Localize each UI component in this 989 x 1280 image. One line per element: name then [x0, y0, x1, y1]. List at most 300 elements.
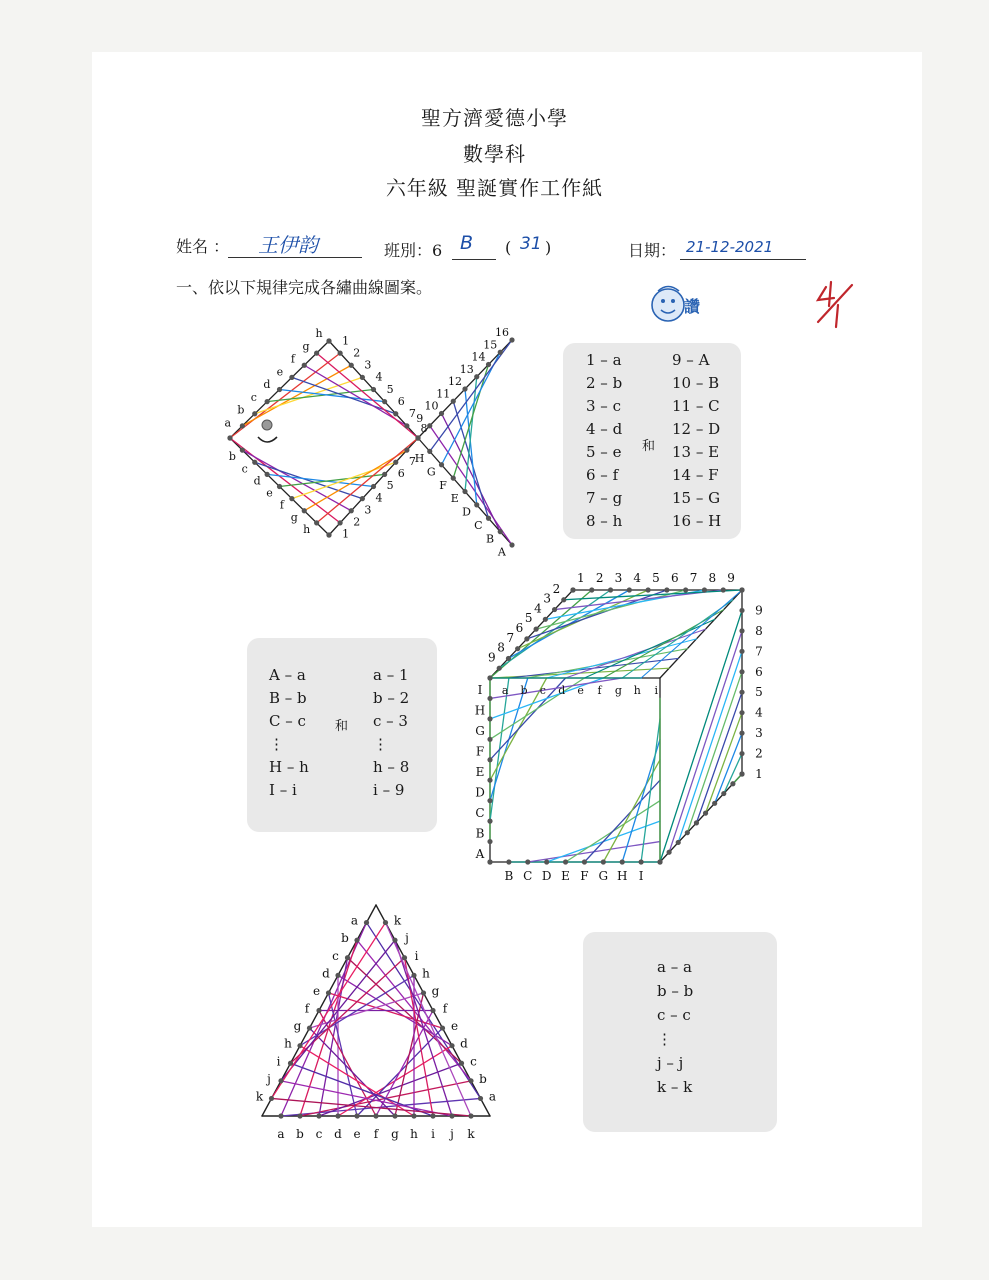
- cube-pin: [739, 731, 744, 736]
- cube-front-string: [603, 760, 660, 862]
- triangle-label: g: [293, 1019, 302, 1034]
- date-label: 日期：: [628, 241, 677, 260]
- cube-rule-item: I – i: [269, 781, 297, 799]
- cube-label: 1: [577, 571, 585, 585]
- fish-pin: [427, 423, 432, 428]
- cube-side-string: [715, 733, 742, 803]
- fish-label: 5: [386, 479, 394, 493]
- triangle-label: g: [431, 983, 440, 998]
- triangle-rule-item: b – b: [657, 982, 694, 1000]
- fish-label: b: [237, 403, 245, 417]
- fish-label: 3: [364, 358, 372, 372]
- triangle-label: d: [334, 1127, 342, 1141]
- cube-pin: [683, 587, 688, 592]
- triangle-label: f: [442, 1001, 448, 1016]
- cube-pin: [589, 587, 594, 592]
- cube-pin: [739, 771, 744, 776]
- triangle-pin: [411, 1113, 416, 1118]
- triangle-pin: [326, 990, 331, 995]
- triangle-pin: [430, 1008, 435, 1013]
- fish-pin: [326, 532, 331, 537]
- cube-pin: [487, 819, 492, 824]
- fish-label: 1: [342, 334, 350, 348]
- triangle-pin: [468, 1078, 473, 1083]
- cube-pin: [739, 587, 744, 592]
- triangle-label: a: [488, 1089, 497, 1104]
- cube-pin: [552, 607, 557, 612]
- cube-label: A: [475, 846, 485, 861]
- cube-label: 9: [755, 603, 763, 618]
- cube-pin: [721, 791, 726, 796]
- fish-pin: [360, 375, 365, 380]
- fish-rule-item: 2 – b: [586, 374, 623, 392]
- triangle-label: i: [276, 1054, 281, 1069]
- fish-pin: [427, 449, 432, 454]
- triangle-label: g: [391, 1127, 399, 1141]
- fish-label: 13: [459, 362, 474, 376]
- triangle-label: k: [255, 1089, 264, 1104]
- triangle-rule-item: c – c: [657, 1006, 691, 1024]
- name-value[interactable]: 王伊韵: [258, 233, 318, 257]
- triangle-pin: [335, 973, 340, 978]
- triangle-pin: [269, 1096, 274, 1101]
- triangle-pin: [449, 1043, 454, 1048]
- cube-pin: [685, 830, 690, 835]
- triangle-pin: [316, 1113, 321, 1118]
- fish-pin: [338, 520, 343, 525]
- cube-label: 7: [689, 571, 698, 585]
- cube-pin: [487, 757, 492, 762]
- cube-label: D: [475, 785, 485, 800]
- fish-pin: [371, 484, 376, 489]
- cube-rule-item: A – a: [269, 666, 306, 684]
- cube-rule-item: i – 9: [373, 781, 405, 799]
- triangle-pin: [478, 1096, 483, 1101]
- fish-pin: [486, 362, 491, 367]
- fish-label: b: [228, 450, 236, 464]
- triangle-pin: [297, 1113, 302, 1118]
- cube-label: 3: [755, 726, 763, 741]
- fish-label: h: [315, 327, 323, 340]
- triangle-label: d: [322, 966, 330, 981]
- cube-rule-item: H – h: [269, 758, 309, 776]
- cube-label: b: [520, 684, 528, 697]
- fish-pin: [227, 435, 232, 440]
- cube-label: 5: [755, 685, 763, 700]
- triangle-label: h: [284, 1036, 292, 1051]
- fish-pin: [240, 423, 245, 428]
- fish-rule-item: 14 – F: [672, 466, 719, 484]
- fish-pin: [462, 489, 467, 494]
- triangle-rule-item: a – a: [657, 958, 692, 976]
- fish-rule-item: 15 – G: [672, 489, 721, 507]
- number-open: (: [505, 238, 512, 257]
- fish-pin: [404, 448, 409, 453]
- fish-label: e: [276, 365, 284, 379]
- fish-pin: [277, 387, 282, 392]
- fish-label: c: [241, 462, 248, 476]
- cube-pin: [730, 781, 735, 786]
- fish-pin: [382, 472, 387, 477]
- cube-label: 8: [708, 571, 717, 585]
- cube-pin: [570, 587, 575, 592]
- triangle-label: k: [393, 913, 402, 928]
- cube-label: C: [523, 869, 533, 883]
- triangle-label: e: [353, 1127, 361, 1141]
- fish-rule-item: 12 – D: [672, 420, 721, 438]
- cube-pin: [646, 587, 651, 592]
- fish-rule-item: 10 – B: [672, 374, 720, 392]
- triangle-label: c: [315, 1127, 323, 1141]
- fish-label: 8: [420, 422, 428, 435]
- cube-label: 7: [506, 630, 515, 645]
- fish-pin: [252, 411, 257, 416]
- cube-pin: [487, 716, 492, 721]
- fish-label: D: [462, 505, 471, 519]
- cube-rule-item: c – 3: [373, 712, 408, 730]
- worksheet-title: 六年級 聖誕實作工作紙: [385, 176, 604, 200]
- fish-pin: [338, 351, 343, 356]
- cube-pin: [563, 859, 568, 864]
- fish-label: 2: [353, 346, 361, 360]
- cube-outline-edge: [490, 590, 573, 678]
- cube-pin: [487, 675, 492, 680]
- fish-eye-icon: [262, 420, 272, 430]
- fish-rule-item: 9 – A: [672, 351, 710, 369]
- fish-label: 5: [386, 382, 394, 396]
- triangle-label: j: [405, 931, 409, 946]
- stamp-label: 讚: [684, 297, 701, 316]
- fish-label: 4: [375, 370, 383, 384]
- cube-pin: [627, 587, 632, 592]
- fish-label: C: [474, 518, 483, 532]
- cube-pin: [608, 587, 613, 592]
- fish-pin: [393, 460, 398, 465]
- triangle-pin: [278, 1078, 283, 1083]
- triangle-label: j: [450, 1127, 454, 1141]
- cube-outline-edge: [660, 774, 742, 862]
- fish-pin: [360, 496, 365, 501]
- fish-label: 7: [408, 407, 416, 421]
- fish-pin: [252, 460, 257, 465]
- cube-label: I: [638, 869, 644, 883]
- fish-pin: [393, 411, 398, 416]
- triangle-pin: [373, 1113, 378, 1118]
- fish-pin: [265, 399, 270, 404]
- cube-pin: [561, 597, 566, 602]
- triangle-label: k: [467, 1127, 475, 1141]
- triangle-rule-item: j – j: [657, 1054, 684, 1072]
- cube-rule-item: ⋮: [373, 735, 388, 753]
- fish-pin: [314, 351, 319, 356]
- cube-label: 3: [543, 591, 551, 606]
- cube-pin: [739, 608, 744, 613]
- date-value[interactable]: 21-12-2021: [686, 238, 774, 256]
- cube-label: F: [475, 744, 485, 759]
- cube-front-string: [584, 780, 660, 862]
- cube-pin: [667, 850, 672, 855]
- fish-rule-item: 8 – h: [586, 512, 623, 530]
- fish-pin: [462, 386, 467, 391]
- cube-label: H: [616, 869, 628, 883]
- triangle-pin: [411, 973, 416, 978]
- fish-label: H: [414, 452, 425, 466]
- triangle-label: h: [422, 966, 430, 981]
- cube-pin: [524, 636, 529, 641]
- cube-pin: [487, 696, 492, 701]
- cube-label: G: [598, 869, 609, 883]
- fish-label: 14: [471, 350, 486, 364]
- cube-label: 5: [524, 611, 533, 626]
- subject-title: 數學科: [463, 142, 526, 166]
- fish-pin: [289, 496, 294, 501]
- fish-pin: [474, 374, 479, 379]
- fish-pin: [498, 350, 503, 355]
- fish-label: 1: [342, 527, 350, 541]
- cube-label: 2: [552, 581, 561, 596]
- fish-pin: [371, 387, 376, 392]
- fish-label: 2: [353, 515, 361, 529]
- cube-rule-item: h – 8: [373, 758, 410, 776]
- fish-rule-item: 1 – a: [586, 351, 622, 369]
- cube-pin: [676, 840, 681, 845]
- fish-pin: [349, 363, 354, 368]
- cube-label: 4: [755, 705, 763, 720]
- triangle-label: f: [373, 1127, 379, 1141]
- cube-pin: [487, 839, 492, 844]
- cube-rule-item: a – 1: [373, 666, 409, 684]
- cube-top-string: [566, 629, 706, 678]
- cube-pin: [694, 820, 699, 825]
- cube-label: 9: [488, 650, 496, 665]
- cube-side-string: [696, 692, 742, 823]
- cube-label: 7: [755, 644, 763, 659]
- triangle-label: c: [470, 1054, 477, 1069]
- triangle-label: b: [296, 1127, 304, 1141]
- cube-label: E: [475, 765, 485, 779]
- cube-pin: [639, 859, 644, 864]
- number-close: ): [545, 238, 552, 257]
- fish-pin: [277, 484, 282, 489]
- cube-label: D: [541, 869, 552, 883]
- triangle-label: h: [410, 1127, 418, 1141]
- fish-pin: [314, 520, 319, 525]
- cube-label: H: [474, 703, 486, 718]
- number-value[interactable]: 31: [520, 234, 542, 254]
- fish-label: 4: [375, 491, 383, 505]
- cube-pin: [739, 751, 744, 756]
- fish-pin: [349, 508, 354, 513]
- cube-pin: [544, 859, 549, 864]
- triangle-pin: [421, 990, 426, 995]
- fish-label: f: [290, 352, 295, 366]
- triangle-label: d: [460, 1036, 468, 1051]
- triangle-pin: [335, 1113, 340, 1118]
- triangle-label: a: [277, 1127, 285, 1141]
- triangle-rule-item: ⋮: [657, 1030, 672, 1048]
- name-label: 姓名 ：: [176, 237, 230, 256]
- fish-pin: [302, 508, 307, 513]
- fish-label: 9: [416, 411, 424, 425]
- fish-label: e: [266, 486, 273, 500]
- triangle-label: c: [332, 948, 339, 963]
- cube-pin: [739, 669, 744, 674]
- fish-pin: [509, 542, 514, 547]
- fish-rule-item: 7 – g: [586, 489, 623, 507]
- triangle-pin: [449, 1113, 454, 1118]
- cube-pin: [515, 646, 520, 651]
- triangle-pin: [430, 1113, 435, 1118]
- cube-label: i: [654, 684, 658, 697]
- cube-and-word: 和: [335, 719, 349, 734]
- cube-pin: [487, 798, 492, 803]
- fish-label: d: [253, 474, 261, 488]
- fish-rule-item: 6 – f: [586, 466, 619, 484]
- fish-rule-item: 5 – e: [586, 443, 622, 461]
- cube-pin: [620, 859, 625, 864]
- fish-label: d: [263, 378, 271, 392]
- cube-label: e: [577, 684, 584, 697]
- fish-label: g: [302, 339, 310, 353]
- fish-smile-icon: [258, 437, 277, 442]
- fish-rule-item: 11 – C: [672, 397, 720, 415]
- cube-rule-item: b – 2: [373, 689, 410, 707]
- triangle-label: e: [450, 1019, 459, 1034]
- cube-top-string: [622, 600, 733, 678]
- triangle-label: b: [341, 931, 349, 946]
- triangle-pin: [316, 1008, 321, 1013]
- fish-label: 15: [483, 338, 498, 352]
- fish-rule-item: 13 – E: [672, 443, 720, 461]
- fish-pin: [382, 399, 387, 404]
- cube-label: 6: [755, 664, 763, 679]
- cube-pin: [739, 690, 744, 695]
- fish-pin: [451, 476, 456, 481]
- cube-label: f: [597, 684, 602, 697]
- fish-label: B: [486, 532, 495, 546]
- cube-label: a: [501, 684, 509, 697]
- fish-label: g: [290, 510, 298, 524]
- cube-label: 9: [727, 571, 735, 585]
- triangle-label: a: [350, 913, 359, 928]
- class-label: 班別：6: [384, 241, 443, 260]
- cube-label: 4: [534, 601, 542, 616]
- instruction-text: 一、依以下規律完成各繡曲線圖案。: [176, 278, 433, 297]
- triangle-pin: [468, 1113, 473, 1118]
- cube-pin: [582, 859, 587, 864]
- cube-label: 4: [633, 571, 642, 585]
- cube-label: 2: [595, 571, 604, 585]
- cube-label: B: [475, 826, 485, 841]
- triangle-pin: [392, 938, 397, 943]
- fish-pin: [486, 516, 491, 521]
- fish-pin: [439, 411, 444, 416]
- fish-label: 7: [408, 454, 416, 468]
- fish-label: a: [224, 416, 232, 430]
- cube-pin: [487, 737, 492, 742]
- triangle-pin: [297, 1043, 302, 1048]
- class-value[interactable]: B: [460, 232, 474, 254]
- fish-label: E: [450, 492, 459, 506]
- fish-label: 12: [448, 375, 462, 388]
- cube-pin: [739, 649, 744, 654]
- fish-label: F: [439, 478, 447, 492]
- cube-pin: [506, 859, 511, 864]
- cube-outline-edge: [660, 590, 742, 678]
- school-name: 聖方濟愛德小學: [421, 106, 568, 130]
- cube-label: 2: [755, 746, 763, 761]
- fish-pin: [415, 435, 420, 440]
- triangle-pin: [402, 955, 407, 960]
- cube-label: 1: [755, 767, 763, 781]
- cube-pin: [506, 656, 511, 661]
- cube-rule-item: ⋮: [269, 735, 284, 753]
- cube-label: C: [475, 805, 485, 820]
- fish-pin: [509, 337, 514, 342]
- cube-label: g: [614, 684, 622, 697]
- fish-pin: [302, 363, 307, 368]
- cube-pin: [703, 811, 708, 816]
- fish-pin: [439, 462, 444, 467]
- cube-label: G: [475, 724, 485, 739]
- cube-label: E: [561, 869, 570, 883]
- cube-pin: [487, 778, 492, 783]
- triangle-pin: [392, 1113, 397, 1118]
- triangle-pin: [459, 1061, 464, 1066]
- cube-pin: [657, 859, 662, 864]
- cube-pin: [497, 666, 502, 671]
- triangle-label: i: [414, 948, 419, 963]
- cube-pin: [721, 587, 726, 592]
- cube-side-string: [660, 610, 742, 862]
- fish-and-word: 和: [642, 439, 656, 454]
- cube-label: 6: [670, 571, 679, 585]
- cube-top-string: [603, 610, 723, 678]
- fish-label: G: [426, 465, 436, 479]
- fish-label: f: [279, 498, 284, 512]
- fish-label: h: [303, 522, 311, 536]
- fish-pin: [289, 375, 294, 380]
- fish-label: 11: [436, 387, 451, 401]
- triangle-rule-item: k – k: [657, 1078, 693, 1096]
- cube-pin: [487, 859, 492, 864]
- fish-pin: [240, 448, 245, 453]
- cube-label: 5: [652, 571, 660, 585]
- fish-label: 6: [397, 394, 405, 408]
- fish-label: 16: [495, 326, 509, 339]
- cube-label: 8: [497, 640, 505, 655]
- fish-pin: [265, 472, 270, 477]
- triangle-label: j: [267, 1071, 271, 1086]
- triangle-label: f: [304, 1001, 310, 1016]
- fish-label: c: [250, 390, 257, 404]
- triangle-pin: [440, 1025, 445, 1030]
- fish-rule-item: 3 – c: [586, 397, 621, 415]
- cube-label: F: [580, 869, 589, 883]
- cube-label: d: [558, 684, 566, 697]
- fish-pin: [326, 338, 331, 343]
- cube-label: B: [504, 869, 514, 883]
- cube-pin: [525, 859, 530, 864]
- fish-rule-item: 16 – H: [672, 512, 722, 530]
- triangle-pin: [354, 1113, 359, 1118]
- cube-pin: [664, 587, 669, 592]
- triangle-pin: [364, 920, 369, 925]
- cube-pin: [712, 801, 717, 806]
- fish-pin: [451, 399, 456, 404]
- fish-rule-item: 4 – d: [586, 420, 623, 438]
- cube-pin: [601, 859, 606, 864]
